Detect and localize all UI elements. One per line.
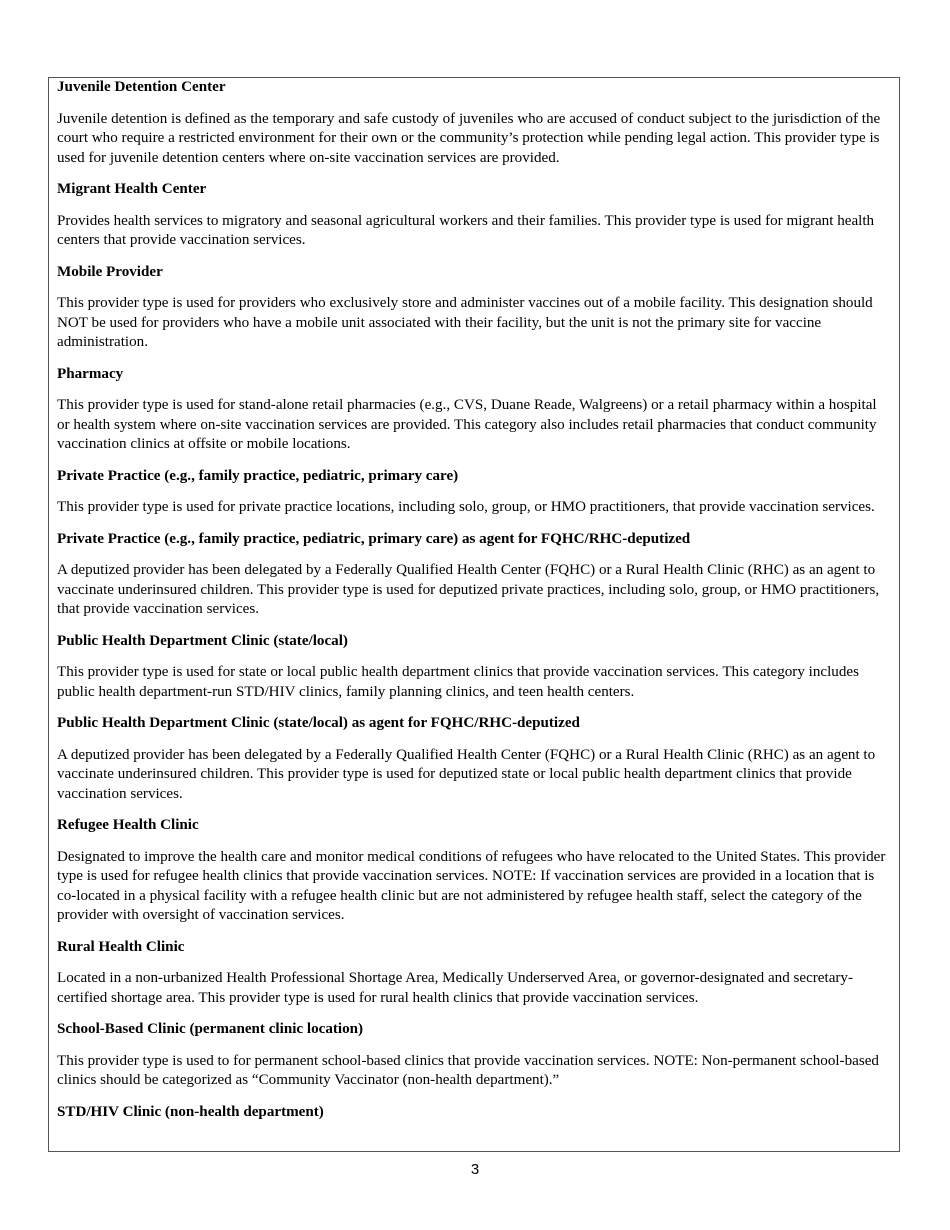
section-heading-migrant-health-center: Migrant Health Center — [57, 181, 207, 197]
section-body-juvenile-detention-center: Juvenile detention is defined as the temporary and safe custody of juveniles who are accused of conduct subject to the jurisdiction of the court who require a restricted environment for their own or the community’s protection while pending legal action. This provider type is used for juvenile detention centers where on-site vaccination services are provided. — [57, 110, 881, 166]
page-number: 3 — [470, 1161, 480, 1178]
section-body-pharmacy: This provider type is used for stand-alone retail pharmacies (e.g., CVS, Duane Reade, Walgreens) or a retail pharmacy within a hospital or health system where on-site vaccination services are provided. This category also includes retail pharmacies that conduct community vaccination clinics at offsite or mobile locations. — [57, 397, 877, 452]
section-body-migrant-health-center: Provides health services to migratory and seasonal agricultural workers and their families. This provider type is used for migrant health centers that provide vaccination services. — [57, 212, 875, 248]
section-body-public-health-department-clinic: This provider type is used for state or local public health department clinics that provide vaccination services. This category includes public health department-run STD/HIV clinics, family planning clinics, and teen health centers. — [57, 664, 859, 700]
section-heading-std-hiv-clinic: STD/HIV Clinic (non-health department) — [57, 1103, 324, 1120]
section-heading-public-health-department-clinic-deputized: Public Health Department Clinic (state/local) as agent for FQHC/RHC-deputized — [57, 715, 580, 731]
section-heading-refugee-health-clinic: Refugee Health Clinic — [57, 817, 199, 833]
section-heading-public-health-department-clinic: Public Health Department Clinic (state/local) — [57, 632, 348, 649]
section-heading-private-practice: Private Practice (e.g., family practice, pediatric, primary care) — [57, 467, 459, 484]
section-heading-private-practice-deputized: Private Practice (e.g., family practice, pediatric, primary care) as agent for FQHC/RHC-deputized — [57, 530, 691, 547]
section-body-private-practice: This provider type is used for private practice locations, including solo, group, or HMO practitioners, that provide vaccination services. — [57, 499, 875, 515]
section-body-private-practice-deputized: A deputized provider has been delegated by a Federally Qualified Health Center (FQHC) or a Rural Health Clinic (RHC) as an agent to vaccinate underinsured children. This provider type is used for deputized private practices, including solo, group, or HMO practitioners, that provide vaccination services. — [57, 562, 880, 617]
section-body-refugee-health-clinic: Designated to improve the health care and monitor medical conditions of refugees who have relocated to the United States. This provider type is used for refugee health clinics that provide vaccination services. NOTE: If vaccination services are provided in a location that is co-located in a physical facility with a refugee health clinic but are not administered by refugee health staff, select the category of the provider with oversight of vaccination services. — [57, 848, 886, 923]
section-body-rural-health-clinic: Located in a non-urbanized Health Professional Shortage Area, Medically Underserved Area, or governor-designated and secretary-certified shortage area. This provider type is used for rural health clinics that provide vaccination services. — [57, 970, 854, 1006]
section-heading-rural-health-clinic: Rural Health Clinic — [57, 938, 185, 955]
section-heading-juvenile-detention-center: Juvenile Detention Center — [57, 79, 226, 95]
section-body-public-health-department-clinic-deputized: A deputized provider has been delegated by a Federally Qualified Health Center (FQHC) or a Rural Health Clinic (RHC) as an agent to vaccinate underinsured children. This provider type is used for deputized state or local public health department clinics that provide vaccination services. — [57, 746, 876, 802]
section-heading-pharmacy: Pharmacy — [57, 365, 124, 382]
section-body-mobile-provider: This provider type is used for providers who exclusively store and administer vaccines out of a mobile facility. This designation should NOT be used for providers who have a mobile unit associated with their facility, but the unit is not the primary site for vaccine administration. — [57, 295, 873, 350]
section-heading-mobile-provider: Mobile Provider — [57, 263, 163, 280]
section-heading-school-based-clinic: School-Based Clinic (permanent clinic location) — [57, 1021, 364, 1037]
document-content-box — [48, 77, 900, 1152]
section-body-school-based-clinic: This provider type is used to for permanent school-based clinics that provide vaccination services. NOTE: Non-permanent school-based clinics should be categorized as “Community Vaccinator (non-health department).” — [57, 1052, 879, 1088]
